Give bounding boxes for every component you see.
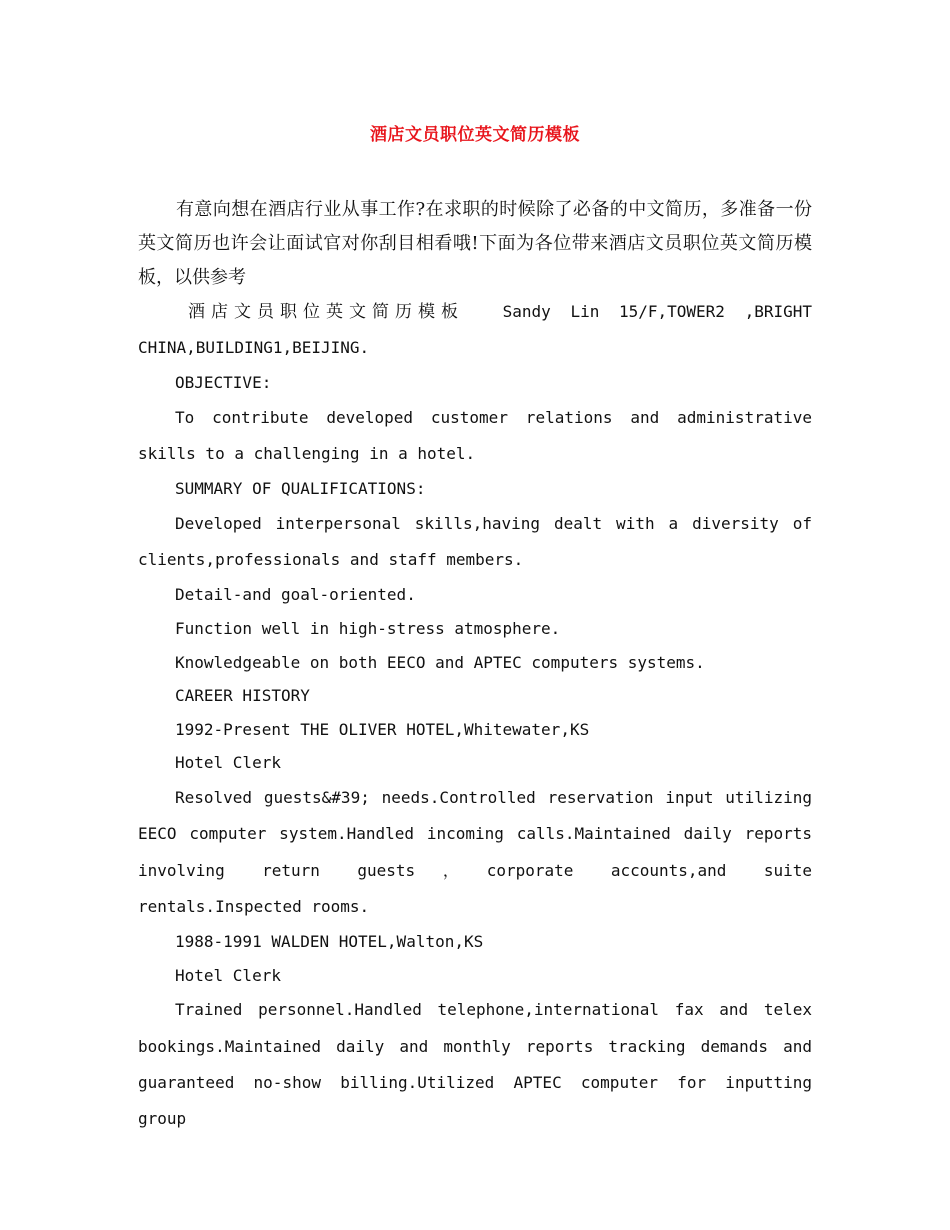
resume-header-address: CHINA,BUILDING1,BEIJING. xyxy=(138,338,370,357)
document-page xyxy=(138,0,812,1230)
summary-item: Detail-and goal-oriented. xyxy=(175,585,416,605)
intro-paragraph: 有意向想在酒店行业从事工作?在求职的时候除了必备的中文简历，多准备一份英文简历也许会让面试官对你刮目相看哦!下面为各位带来酒店文员职位英文简历模板，以供参考 xyxy=(138,199,812,288)
job-title: Hotel Clerk xyxy=(175,965,281,985)
job-title: Hotel Clerk xyxy=(175,753,281,773)
summary-item: Knowledgeable on both EECO and APTEC computers systems. xyxy=(175,652,705,672)
resume-body xyxy=(138,294,812,1138)
objective-heading: OBJECTIVE: xyxy=(175,373,272,392)
job-description: Trained personnel.Handled telephone,international fax and telex bookings.Maintained daily and monthly reports tracking demands and guaranteed no-show billing.Utilized APTEC computer for inputting group xyxy=(138,1000,812,1129)
job-description: Resolved guests&#39; needs.Controlled reservation input utilizing EECO computer system.Handled incoming calls.Maintained daily reports involving return guests，corporate accounts,and suite rentals.Inspected rooms. xyxy=(138,787,812,916)
job-heading: 1992-Present THE OLIVER HOTEL,Whitewater,KS xyxy=(175,719,590,739)
summary-heading: SUMMARY OF QUALIFICATIONS: xyxy=(175,479,426,499)
career-heading: CAREER HISTORY xyxy=(175,686,310,706)
document-title: 酒店文员职位英文简历模板 xyxy=(370,125,580,145)
resume-header-contact: Sandy Lin 15/F,TOWER2 ,BRIGHT xyxy=(502,302,812,321)
objective-text: To contribute developed customer relations and administrative skills to a challenging in a hotel. xyxy=(138,407,812,463)
summary-item: Function well in high-stress atmosphere. xyxy=(175,618,561,638)
resume-header-line xyxy=(138,294,812,330)
summary-item: Developed interpersonal skills,having dealt with a diversity of clients,professionals and staff members. xyxy=(138,513,812,570)
resume-header-cn: 酒店文员职位英文简历模板 xyxy=(188,302,464,322)
job-heading: 1988-1991 WALDEN HOTEL,Walton,KS xyxy=(175,932,484,952)
